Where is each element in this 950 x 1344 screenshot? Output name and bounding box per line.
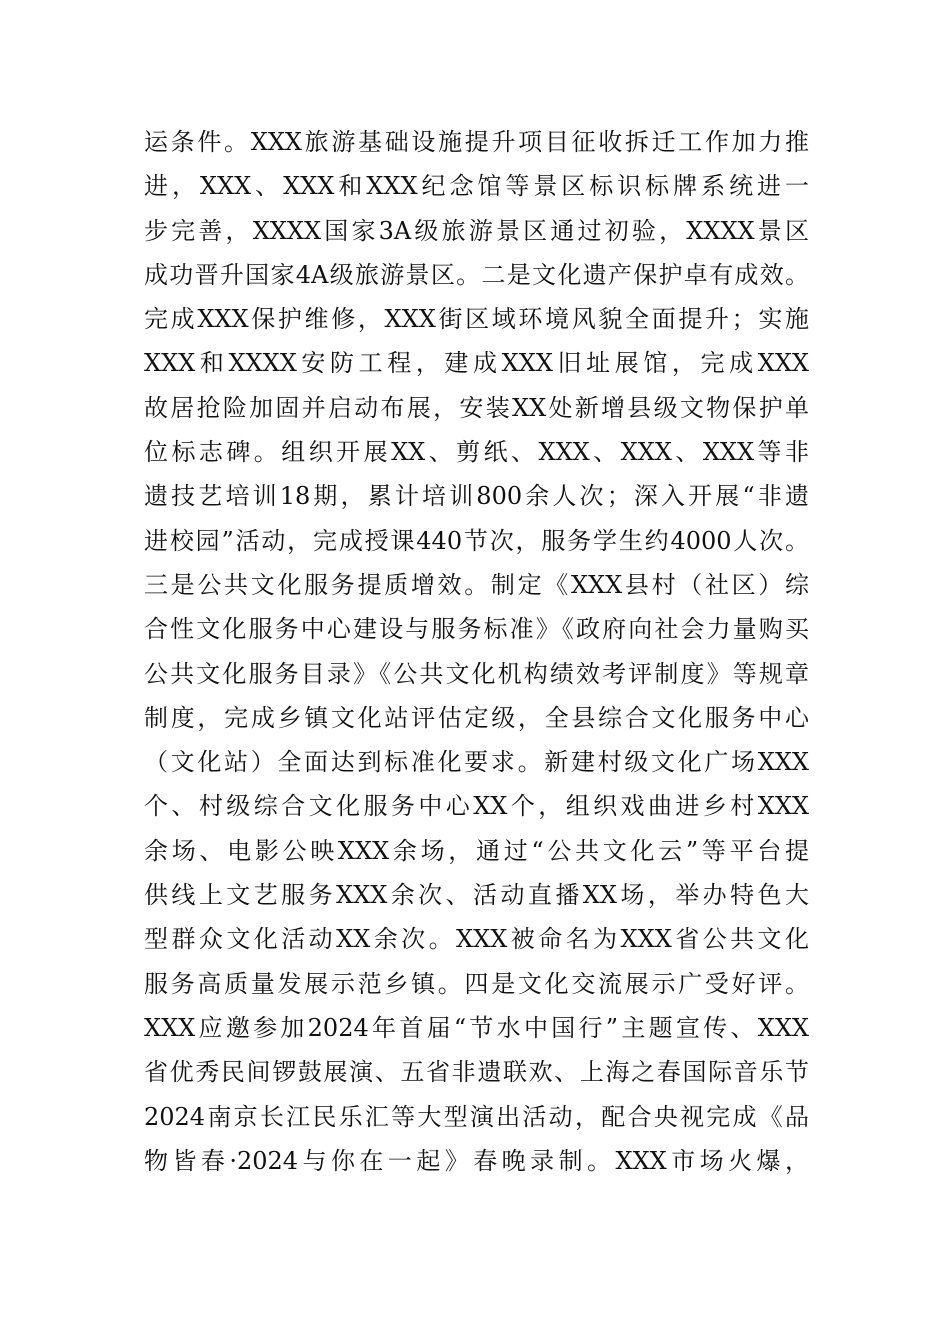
text-line: 个、村级综合文化服务中心XX个，组织戏曲进乡村XXX: [144, 792, 809, 821]
text-line: 故居抢险加固并启动布展，安装XX处新增县级文物保护单: [144, 393, 809, 422]
text-line: 遗技艺培训18期，累计培训800余人次；深入开展“非遗: [144, 482, 809, 511]
text-line: 进，XXX、XXX和XXX纪念馆等景区标识标牌系统进一: [144, 172, 809, 201]
text-line: 型群众文化活动XX余次。XXX被命名为XXX省公共文化: [144, 925, 809, 954]
text-line: 公共文化服务目录》《公共文化机构绩效考评制度》等规章: [144, 659, 809, 688]
text-line: 运条件。XXX旅游基础设施提升项目征收拆迁工作加力推: [144, 128, 809, 156]
text-line: XXX和XXXX安防工程，建成XXX旧址展馆，完成XXX: [144, 349, 809, 378]
text-line: 2024南京长江民乐汇等大型演出活动，配合央视完成《品: [144, 1102, 809, 1131]
text-line: 供线上文艺服务XXX余次、活动直播XX场，举办特色大: [144, 881, 809, 910]
text-line: 制度，完成乡镇文化站评估定级，全县综合文化服务中心: [144, 703, 809, 732]
text-line: 余场、电影公映XXX余场，通过“公共文化云”等平台提: [144, 836, 809, 865]
text-line: 省优秀民间锣鼓展演、五省非遗联欢、上海之春国际音乐节: [144, 1058, 809, 1087]
text-line: 服务高质量发展示范乡镇。四是文化交流展示广受好评。: [144, 969, 809, 998]
text-line: XXX应邀参加2024年首届“节水中国行”主题宣传、XXX: [144, 1013, 809, 1042]
text-line: 合性文化服务中心建设与服务标准》《政府向社会力量购买: [144, 615, 809, 644]
text-line: 位标志碑。组织开展XX、剪纸、XXX、XXX、XXX等非: [144, 438, 809, 467]
text-line: 三是公共文化服务提质增效。制定《XXX县村（社区）综: [144, 570, 809, 599]
text-line: 完成XXX保护维修，XXX街区域环境风貌全面提升；实施: [144, 305, 809, 334]
text-line: （文化站）全面达到标准化要求。新建村级文化广场XXX: [144, 748, 809, 777]
text-line: 步完善，XXXX国家3A级旅游景区通过初验，XXXX景区: [144, 216, 809, 245]
body-text: [144, 120, 809, 1183]
text-line: 进校园”活动，完成授课440节次，服务学生约4000人次。: [144, 526, 809, 555]
text-line: 成功晋升国家4A级旅游景区。二是文化遗产保护卓有成效。: [144, 260, 809, 289]
text-line: 物皆春·2024与你在一起》春晚录制。XXX市场火爆，: [144, 1146, 809, 1175]
